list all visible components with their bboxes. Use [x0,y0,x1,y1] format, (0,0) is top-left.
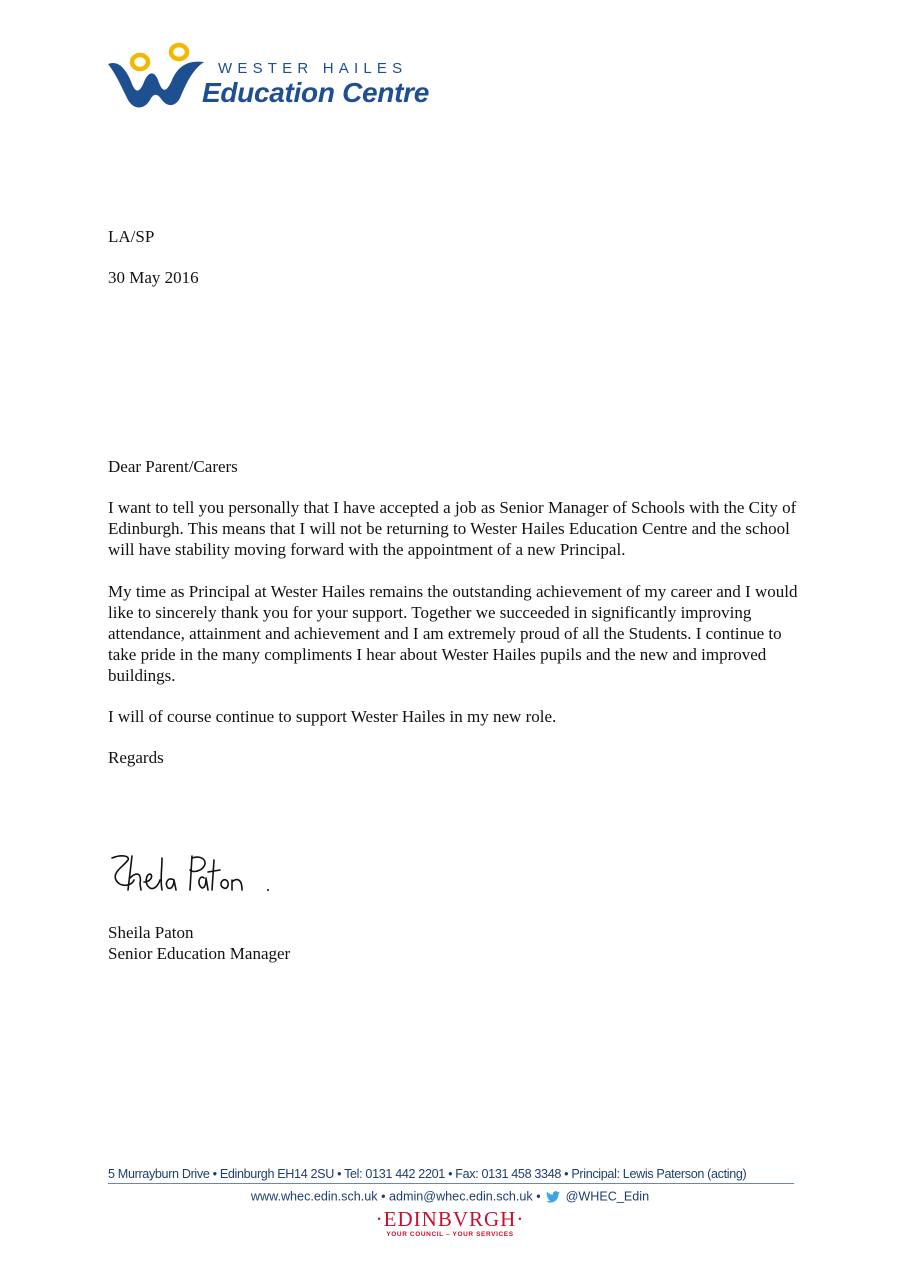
separator: • [381,1189,386,1204]
website-link[interactable]: www.whec.edin.sch.uk [250,1189,378,1204]
council-tagline: YOUR COUNCIL – YOUR SERVICES [386,1231,514,1238]
signatory-name: Sheila Paton [108,923,194,942]
letter-reference: LA/SP [108,227,155,246]
letter-date: 30 May 2016 [108,268,199,287]
whec-logo-icon [106,40,206,112]
twitter-icon [546,1191,560,1203]
footer-contact [0,1189,900,1204]
email-link[interactable]: admin@whec.edin.sch.uk [389,1189,533,1204]
logo-subtitle: WESTER HAILES [218,60,408,77]
paragraph-1: I want to tell you personally that I have accepted a job as Senior Manager of Schools with the City of Edinburgh. This means that I will not be returning to Wester Hailes Education Centre and the school will have stability moving forward with the appointment of a new Principal. [108,498,797,559]
school-logo [106,40,446,112]
signatory-title: Senior Education Manager [108,944,291,963]
council-name: ·EDINBVRGH· [375,1207,525,1231]
closing: Regards [108,748,164,767]
paragraph-2: My time as Principal at Wester Hailes remains the outstanding achievement of my career and I would like to sincerely thank you for your support. Together we succeeded in significantly improving attendance, attainment and achievement and I am extremely proud of all the Students. I continue to take pride in the many compliments I hear about Wester Hailes pupils and the new and improved buildings. [108,582,798,685]
salutation: Dear Parent/Carers [108,457,238,476]
separator: • [536,1189,541,1204]
footer-address: 5 Murrayburn Drive • Edinburgh EH14 2SU • Tel: 0131 442 2201 • Fax: 0131 458 3348 • Principal: Lewis Paterson (acting) [108,1167,794,1184]
council-logo [0,1208,900,1238]
logo-title: Education Centre [202,77,430,108]
signature [108,850,278,905]
paragraph-3: I will of course continue to support Wester Hailes in my new role. [108,707,557,726]
twitter-handle[interactable]: @WHEC_Edin [565,1189,650,1204]
